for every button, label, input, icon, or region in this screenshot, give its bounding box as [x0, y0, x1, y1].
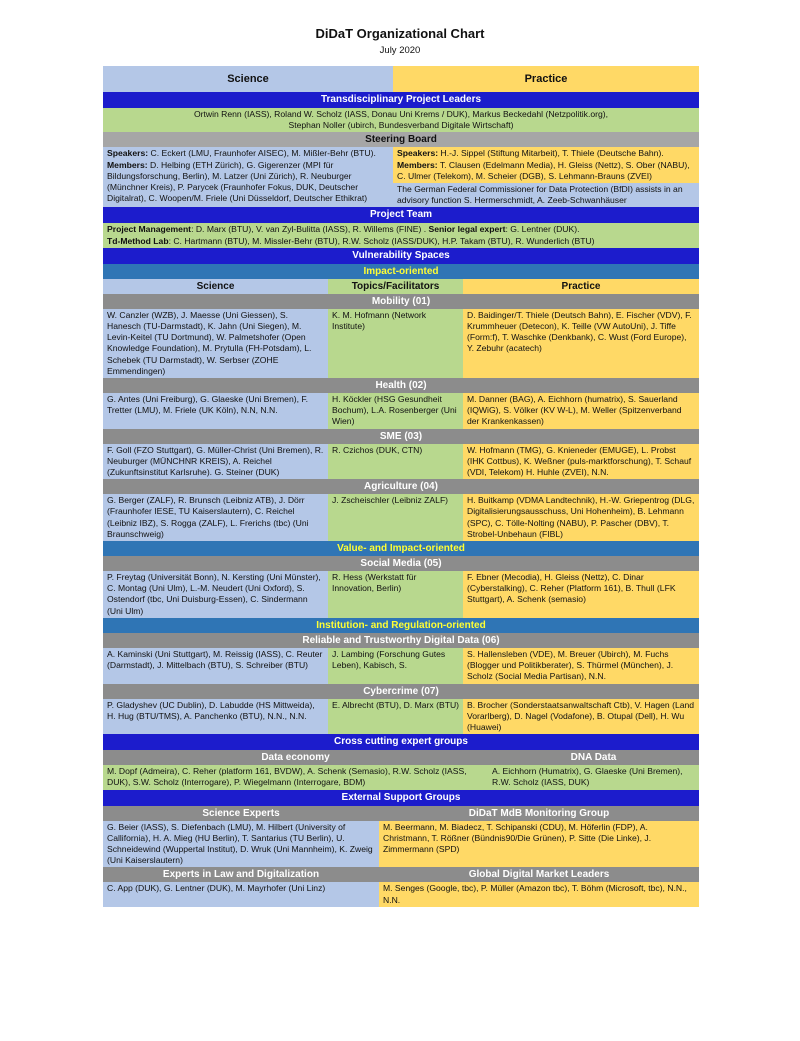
pm-names: : D. Marx (BTU), V. van Zyl-Bulitta (IASS), R. Willems (FINE) .	[191, 224, 429, 235]
col-practice: Practice	[463, 279, 699, 294]
chart-title: DiDaT Organizational Chart	[315, 26, 485, 41]
science-members: G. Berger (ZALF), R. Brunsch (Leibniz ATB), J. Dörr (Fraunhofer IESE, TU Kaiserslautern), C. Reichel (Leibniz IBZ), S. Rogga (ZALF), L. Frerichs (tbc) (Uni Braunschweig)	[103, 494, 328, 541]
science-members: P. Freytag (Universität Bonn), N. Kersting (Uni Münster), C. Montag (Uni Ulm), L.-M. Neudert (Uni Oxford), S. Ostendorf (tbc, Uni Duisburg-Essen), C. Sindermann (Uni Ulm)	[103, 571, 328, 618]
science-speakers: C. Eckert (LMU, Fraunhofer AISEC), M. Mißler-Behr (BTU).	[148, 148, 376, 159]
science-members: P. Gladyshev (UC Dublin), D. Labudde (HS Mittweida), H. Hug (BTU/TMS), A. Panchenko (BTU), N.N., N.N.	[103, 699, 328, 735]
external-row-2	[103, 882, 699, 906]
speakers-label: Speakers:	[107, 148, 149, 159]
facilitators: K. M. Hofmann (Network Institute)	[328, 309, 463, 378]
team-heading: Project Team	[103, 207, 699, 223]
external-heading: External Support Groups	[103, 790, 699, 806]
td-names: : C. Hartmann (BTU), M. Missler-Behr (BTU), R.W. Scholz (IASS/DUK), H.P. Takam (BTU), R. Wunderlich (BTU)	[168, 235, 595, 246]
science-header: Science	[103, 66, 393, 92]
value-heading: Value- and Impact-oriented	[103, 541, 699, 556]
legal-label: Senior legal expert	[428, 224, 506, 235]
data-economy-heading: Data economy	[103, 750, 488, 765]
topic-agriculture: Agriculture (04)	[103, 479, 699, 494]
practice-members: F. Ebner (Mecodia), H. Gleiss (Nettz), C. Dinar (Cyberstalking), C. Reher (Platform 161), B. Thull (LFK Stuttgart), A. Schenk (semasio)	[463, 571, 699, 618]
external-row-1	[103, 821, 699, 868]
leaders-heading: Transdisciplinary Project Leaders	[103, 92, 699, 108]
steering-science	[103, 147, 393, 207]
spaces-column-headers	[103, 279, 699, 294]
science-experts-members: G. Beier (IASS), S. Diefenbach (LMU), M. Hilbert (University of Callifornia), H. A. Mieg (HU Berlin), T. Santarius (TU Berlin), U. Schneidewind (Wuppertal Institut), D. Wruk (Uni Mannheim), K. Zweig (Uni Kaiserslautern)	[103, 821, 379, 868]
facilitators: R. Hess (Werkstatt für Innovation, Berlin)	[328, 571, 463, 618]
bfdi-note: The German Federal Commissioner for Data Protection (BfDI) assists in an advisory function S. Hermerschmidt, A. Zeeb-Schwanhäuser	[393, 183, 699, 207]
science-experts-heading: Science Experts	[103, 806, 379, 821]
leaders-names	[103, 108, 699, 132]
science-members: D. Helbing (ETH Zürich), G. Gigerenzer (MPI für Bildungsforschung, Berlin), M. Latzer (Uni Zürich), R. Neuburger (Münchner Kreis), P. Parycek (Fraunhofer Fokus, DUK, Deutscher Digitalrat), C. Woopen/M. Friele (Uni Düsseldorf, Deutscher Ethikrat)	[107, 159, 368, 204]
market-leaders-heading: Global Digital Market Leaders	[379, 867, 699, 882]
topic-health: Health (02)	[103, 378, 699, 393]
market-leaders-members: M. Senges (Google, tbc), P. Müller (Amazon tbc), T. Böhm (Microsoft, tbc), N.N., N.N.	[379, 882, 699, 906]
external-headers-2	[103, 867, 699, 882]
topic-row	[103, 309, 699, 378]
chart-date: July 2020	[379, 45, 421, 56]
mdb-heading: DiDaT MdB Monitoring Group	[379, 806, 699, 821]
practice-header: Practice	[393, 66, 699, 92]
crosscutting-headers	[103, 750, 699, 765]
law-experts-heading: Experts in Law and Digitalization	[103, 867, 379, 882]
science-members: W. Canzler (WZB), J. Maesse (Uni Giessen), S. Hanesch (TU-Darmstadt), K. Jahn (Uni Siegen), M. Levin-Keitel (TU Dortmund), W. Palmetshofer (Open Knowledge Foundation), M. Prytulla (FH-Potsdam), L. Schebek (TU Darmstadt), W. Serbser (ZOHE Emmendingen)	[103, 309, 328, 378]
steering-heading: Steering Board	[103, 132, 699, 147]
steering-practice-members	[393, 147, 699, 183]
practice-members: S. Hallensleben (VDE), M. Breuer (Ubirch), M. Fuchs (Blogger und Politikberater), S. Thürmel (München), J. Scholz (Social Media Partisan), N.N.	[463, 648, 699, 684]
crosscutting-heading: Cross cutting expert groups	[103, 734, 699, 750]
topic-row	[103, 444, 699, 480]
impact-heading: Impact-oriented	[103, 264, 699, 279]
law-experts-members: C. App (DUK), G. Lentner (DUK), M. Mayrhofer (Uni Linz)	[103, 882, 379, 906]
speakers-label: Speakers:	[397, 148, 439, 159]
facilitators: H. Köckler (HSG Gesundheit Bochum), L.A. Rosenberger (Uni Wien)	[328, 393, 463, 429]
topic-row	[103, 571, 699, 618]
topic-reliable-data: Reliable and Trustworthy Digital Data (06)	[103, 633, 699, 648]
practice-members: H. Buitkamp (VDMA Landtechnik), H.-W. Griepentrog (DLG, Digitalisierungsausschuss, Uni Hohenheim), B. Lehmann (SPC), C. Tölle-Nolting (NABU), P. Pascher (DBV), T. Strobel-Unbehaun (FIBL)	[463, 494, 699, 541]
steering-practice	[393, 147, 699, 207]
pm-label: Project Management	[107, 224, 192, 235]
facilitators: R. Czichos (DUK, CTN)	[328, 444, 463, 480]
science-members: A. Kaminski (Uni Stuttgart), M. Reissig (IASS), C. Reuter (Darmstadt), J. Mittelbach (BTU), S. Schreiber (BTU)	[103, 648, 328, 684]
practice-members: T. Clausen (Edelmann Media), H. Gleiss (Nettz), S. Ober (NABU), C. Ulmer (Telekom), M. Scheier (DGB), S. Lehmann-Brauns (ZVEI)	[397, 159, 690, 181]
practice-members: D. Baidinger/T. Thiele (Deutsch Bahn), E. Fischer (VDV), F. Krummheuer (Detecon), K. Teille (VW AutoUni), J. Tiffe (Form:f), T. Waschke (Denkbank), C. Wust (Ford Europe), Y. Zebuhr (acatech)	[463, 309, 699, 378]
topic-cybercrime: Cybercrime (07)	[103, 684, 699, 699]
topic-sme: SME (03)	[103, 429, 699, 444]
members-label: Members:	[397, 159, 438, 170]
topic-row	[103, 393, 699, 429]
crosscutting-row	[103, 765, 699, 789]
topic-row	[103, 648, 699, 684]
facilitators: E. Albrecht (BTU), D. Marx (BTU)	[328, 699, 463, 735]
practice-speakers: H.-J. Sippel (Stiftung Mitarbeit), T. Thiele (Deutsche Bahn).	[438, 148, 664, 159]
project-team	[103, 223, 699, 247]
members-label: Members:	[107, 159, 148, 170]
leaders-line-2: Stephan Noller (ubirch, Bundesverband Digitale Wirtschaft)	[288, 120, 514, 131]
data-economy-members: M. Dopf (Admeira), C. Reher (platform 161, BVDW), A. Schenk (Semasio), R.W. Scholz (IASS, DUK), S.W. Scholz (Interrogare), P. Wiegelmann (Interrogare, BDM)	[103, 765, 488, 789]
practice-members: W. Hofmann (TMG), G. Knieneder (EMUGE), L. Probst (IHK Cottbus), K. Weßner (puls-marktforschung), T. Schauf (VDI, Telekom) H. Huhle (ZVEI), N.N.	[463, 444, 699, 480]
institution-heading: Institution- and Regulation-oriented	[103, 618, 699, 633]
mdb-members: M. Beermann, M. Biadecz, T. Schipanski (CDU), M. Höferlin (FDP), A. Christmann, T. Rößner (Bündnis90/Die Grünen), P. Sitte (Die Linke), J. Zimmermann (SPD)	[379, 821, 699, 868]
science-members: F. Goll (FZO Stuttgart), G. Müller-Christ (Uni Bremen), R. Neuburger (MÜNCHNR KREIS), A. Reichel (Zukunftsinstitut Karlsruhe). G. Steiner (DUK)	[103, 444, 328, 480]
legal-names: : G. Lentner (DUK).	[505, 224, 580, 235]
science-members: G. Antes (Uni Freiburg), G. Glaeske (Uni Bremen), F. Tretter (LMU), M. Friele (UK Köln), N.N, N.N.	[103, 393, 328, 429]
facilitators: J. Zscheischler (Leibniz ZALF)	[328, 494, 463, 541]
td-label: Td-Method Lab	[107, 235, 169, 246]
practice-members: B. Brocher (Sonderstaatsanwaltschaft Ctb), V. Hagen (Land Vorarlberg), D. Nagel (Vodafone), B. Otupal (Dell), H. Wu (Huawei)	[463, 699, 699, 735]
org-chart	[103, 66, 699, 907]
topic-social-media: Social Media (05)	[103, 556, 699, 571]
spaces-heading: Vulnerability Spaces	[103, 248, 699, 264]
steering-board	[103, 147, 699, 207]
topic-row	[103, 699, 699, 735]
topic-mobility: Mobility (01)	[103, 294, 699, 309]
col-science: Science	[103, 279, 328, 294]
practice-members: M. Danner (BAG), A. Eichhorn (humatrix), S. Sauerland (IQWiG), S. Völker (KV W-L), M. Weller (Spitzenverband der Krankenkassen)	[463, 393, 699, 429]
dna-data-members: A. Eichhorn (Humatrix), G. Glaeske (Uni Bremen), R.W. Scholz (IASS, DUK)	[488, 765, 699, 789]
leaders-line-1: Ortwin Renn (IASS), Roland W. Scholz (IASS, Donau Uni Krems / DUK), Markus Beckedahl (Netzpolitik.org),	[193, 109, 609, 119]
facilitators: J. Lambing (Forschung Gutes Leben), Kabisch, S.	[328, 648, 463, 684]
dna-data-heading: DNA Data	[488, 750, 699, 765]
top-header	[103, 66, 699, 92]
external-headers-1	[103, 806, 699, 821]
topic-row	[103, 494, 699, 541]
col-topics: Topics/Facilitators	[328, 279, 463, 294]
